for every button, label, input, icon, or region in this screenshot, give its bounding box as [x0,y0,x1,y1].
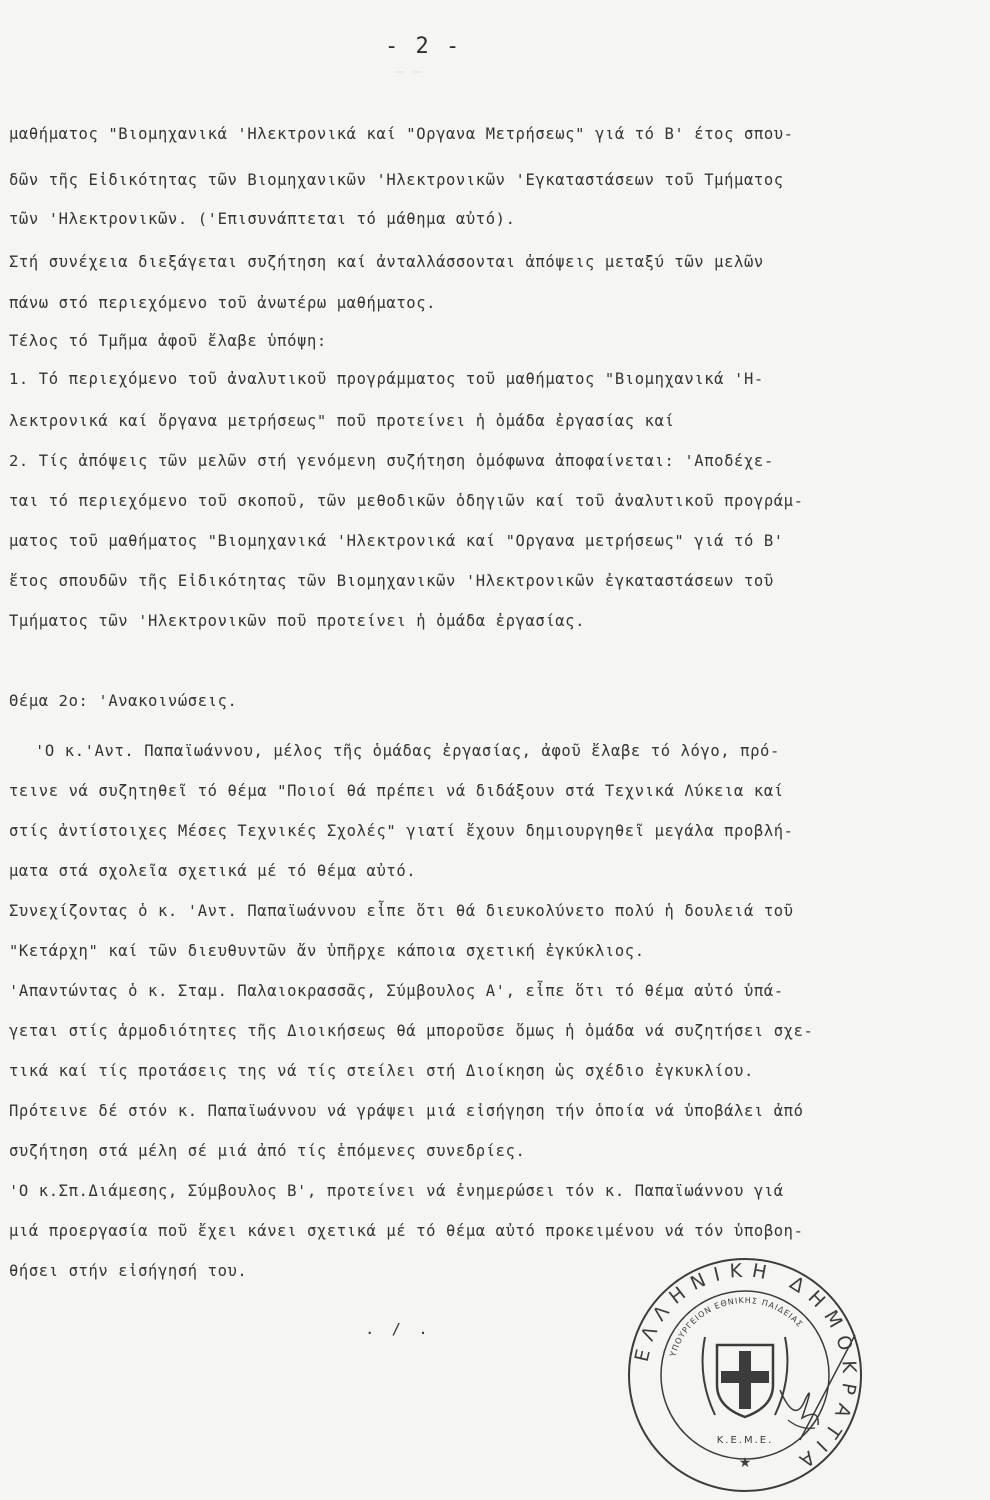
signature [760,1330,870,1450]
text-line: στίς ἀντίστοιχες Μέσες Τεχνικές Σχολές" γιατί ἔχουν δημιουργηθεῖ μεγάλα προβλή- [9,822,794,840]
seal-star-icon: ★ [738,1455,752,1471]
text-line: 'Ο κ.Σπ.Διάμεσης, Σύμβουλος Β', προτείνει νά ἐνημερώσει τόν κ. Παπαϊωάννου γιά [9,1182,784,1200]
text-line: 2. Τίς ἀπόψεις τῶν μελῶν στή γενόμενη συζήτηση ὁμόφωνα ἀποφαίνεται: 'Αποδέχε- [9,452,774,470]
text-line: Τμήματος τῶν 'Ηλεκτρονικῶν ποῦ προτείνει ἡ ὁμάδα ἐργασίας. [9,612,586,630]
text-line: ἔτος σπουδῶν τῆς Εἰδικότητας τῶν Βιομηχανικῶν 'Ηλεκτρονικῶν ἐγκαταστάσεων τοῦ [9,572,774,590]
seal-outer-text: ΕΛΛΗΝΙΚΗ ΔΗΜΟΚΡΑΤΙΑ [630,1259,861,1477]
text-line: Τέλος τό Τμῆμα ἀφοῦ ἔλαβε ὑπόψη: [9,332,327,350]
text-line: ματα στά σχολεῖα σχετικά μέ τό θέμα αὐτό. [9,862,417,880]
text-line: δῶν τῆς Εἰδικότητας τῶν Βιομηχανικῶν 'Ηλεκτρονικῶν 'Εγκαταστάσεων τοῦ Τμήματος [9,171,784,189]
continuation-mark: . / . [365,1320,432,1338]
text-line: λεκτρονικά καί ὄργανα μετρήσεως" ποῦ προτείνει ἡ ὁμάδα ἐργασίας καί [9,412,675,430]
text-line: συζήτηση στά μέλη σέ μιά ἀπό τίς ἑπόμενες συνεδρίες. [9,1142,526,1160]
text-line: 'Ο κ.'Αντ. Παπαϊωάννου, μέλος τῆς ὁμάδας ἐργασίας, ἀφοῦ ἔλαβε τό λόγο, πρό- [35,742,780,760]
seal-inner-text: ΥΠΟΥΡΓΕΙΟΝ ΕΘΝΙΚΗΣ ΠΑΙΔΕΙΑΣ [668,1295,805,1358]
text-line: μαθήματος "Βιομηχανικά 'Ηλεκτρονικά καί "Οργανα Μετρήσεως" γιά τό Β' έτος σπου- [9,125,794,143]
text-line: τεινε νά συζητηθεῖ τό θέμα "Ποιοί θά πρέπει νά διδάξουν στά Τεχνικά Λύκεια καί [9,782,784,800]
bleed-through-mark: ‒ ‒ [395,62,423,80]
text-line: ται τό περιεχόμενο τοῦ σκοποῦ, τῶν μεθοδικῶν ὁδηγιῶν καί τοῦ ἀναλυτικοῦ προγράμ- [9,492,804,510]
text-line: θήσει στήν εἰσήγησή του. [9,1262,248,1280]
seal-bottom-text: Κ.Ε.Μ.Ε. [716,1435,774,1446]
text-line: Πρότεινε δέ στόν κ. Παπαϊωάννου νά γράψει μιά εἰσήγηση τήν ὁποία νά ὑποβάλει ἀπό [9,1102,804,1120]
section-heading: Θέμα 2ο: 'Ανακοινώσεις. [9,692,238,710]
text-line: γεται στίς ἁρμοδιότητες τῆς Διοικήσεως θά μποροῦσε ὅμως ἡ ὁμάδα νά συζητήσει σχε- [9,1022,814,1040]
text-line: πάνω στό περιεχόμενο τοῦ ἀνωτέρω μαθήματος. [9,294,437,312]
text-line: τῶν 'Ηλεκτρονικῶν. ('Επισυνάπτεται τό μάθημα αὐτό). [9,210,516,228]
text-line: 'Απαντώντας ὁ κ. Σταμ. Παλαιοκρασσᾶς, Σύμβουλος Α', εἶπε ὅτι τό θέμα αὐτό ὑπά- [9,982,784,1000]
text-line: ματος τοῦ μαθήματος "Βιομηχανικά 'Ηλεκτρονικά καί "Οργανα μετρήσεως" γιά τό Β' [9,532,784,550]
text-line: Συνεχίζοντας ὁ κ. 'Αντ. Παπαϊωάννου εἶπε ὅτι θά διευκολύνετο πολύ ἡ δουλειά τοῦ [9,902,794,920]
text-line: Στή συνέχεια διεξάγεται συζήτηση καί ἀνταλλάσσονται ἀπόψεις μεταξύ τῶν μελῶν [9,253,764,271]
page-number: - 2 - [385,34,462,59]
text-line: 1. Τό περιεχόμενο τοῦ ἀναλυτικοῦ προγράμματος τοῦ μαθήματος "Βιομηχανικά 'Η- [9,370,764,388]
text-line: μιά προεργασία ποῦ ἔχει κάνει σχετικά μέ τό θέμα αὐτό προκειμένου νά τόν ὑποβοη- [9,1222,804,1240]
text-line: τικά καί τίς προτάσεις της νά τίς στείλει στή Διοίκηση ὡς σχέδιο ἐγκυκλίου. [9,1062,754,1080]
text-line: "Κετάρχη" καί τῶν διευθυντῶν ἄν ὑπῆρχε κάποια σχετική ἐγκύκλιος. [9,942,645,960]
